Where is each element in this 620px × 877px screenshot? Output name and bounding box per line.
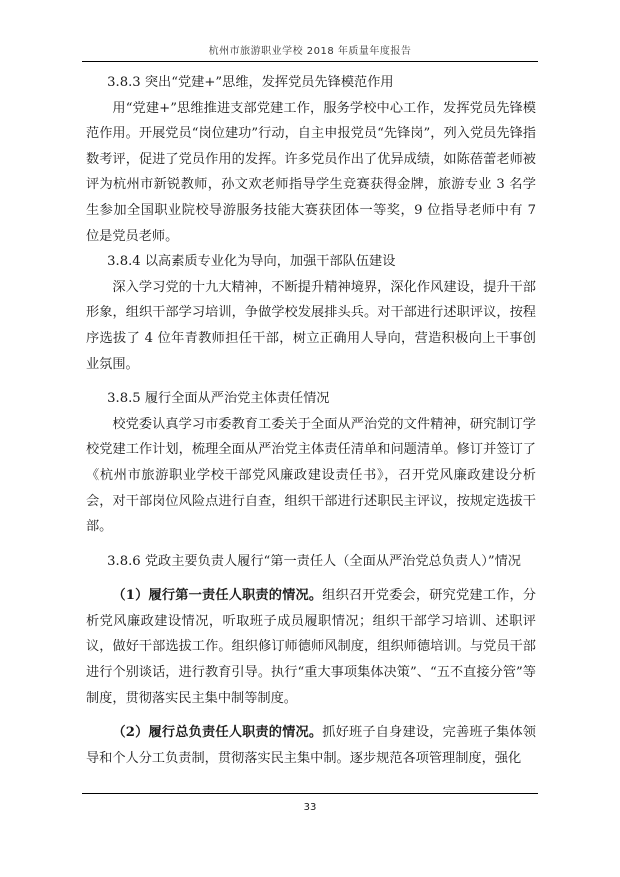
document-body (86, 70, 536, 771)
list-item (86, 720, 536, 771)
list-item (86, 583, 536, 711)
item-text: 抓好班子自身建设，完善班子集体领导和个人分工负责制，贯彻落实民主集中制。逐步规范各项管理制度，强化 (86, 725, 536, 766)
item-lead: （1）履行第一责任人职责的情况。 (112, 588, 323, 604)
item-text: 组织召开党委会，研究党建工作，分析党风廉政建设情况，听取班子成员履职情况；组织干部学习培训、述职评议，做好干部选拔工作。组织修订师德师风制度，组织师德培训。与党员干部进行个别谈话，进行教育引导。执行“重大事项集体决策”、“五不直接分管”等制度，贯彻落实民主集中制等制度。 (86, 588, 536, 706)
page-header: 杭州市旅游职业学校 2018 年质量年度报告 (208, 46, 412, 57)
section-heading-3-8-3: 3.8.3 突出“党建+”思维，发挥党员先锋模范作用 (107, 75, 394, 90)
section-heading-3-8-5: 3.8.5 履行全面从严治党主体责任情况 (107, 391, 330, 407)
section-heading-3-8-6: 3.8.6 党政主要负责人履行“第一责任人（全面从严治党总负责人）”情况 (107, 553, 521, 569)
page-number: 33 (303, 802, 317, 813)
header-rule (82, 61, 538, 62)
section-heading-3-8-4: 3.8.4 以高素质专业化为导向，加强干部队伍建设 (107, 254, 396, 270)
body-paragraph: 校党委认真学习市委教育工委关于全面从严治党的文件精神，研究制订学校党建工作计划，梳理全面从严治党主体责任清单和问题清单。修订并签订了《杭州市旅游职业学校干部党风廉政建设责任书》，召开党风廉政建设分析会，对干部岗位风险点进行自查，组织干部进行述职民主评议，按规定选拔干部。 (86, 416, 536, 535)
body-paragraph: 用“党建+”思维推进支部党建工作，服务学校中心工作，发挥党员先锋模范作用。开展党员“岗位建功”行动，自主申报党员“先锋岗”，列入党员先锋指数考评，促进了党员作用的发挥。许多党员作出了优异成绩，如陈蓓蕾老师被评为杭州市新锐教师，孙文欢老师指导学生竞赛获得金牌，旅游专业 3 名学生参加全国职业院校导游服务技能大赛获团体一等奖，9 位指导老师中有 7 位是党员老师。 (86, 100, 536, 244)
item-lead: （2）履行总负责任人职责的情况。 (112, 725, 323, 741)
footer-rule (82, 793, 538, 794)
body-paragraph: 深入学习党的十九大精神，不断提升精神境界，深化作风建设，提升干部形象，组织干部学习培训，争做学校发展排头兵。对干部进行述职评议，按程序选拔了 4 位年青教师担任干部，树立正确用人导向，营造积极向上干事创业氛围。 (86, 279, 536, 372)
